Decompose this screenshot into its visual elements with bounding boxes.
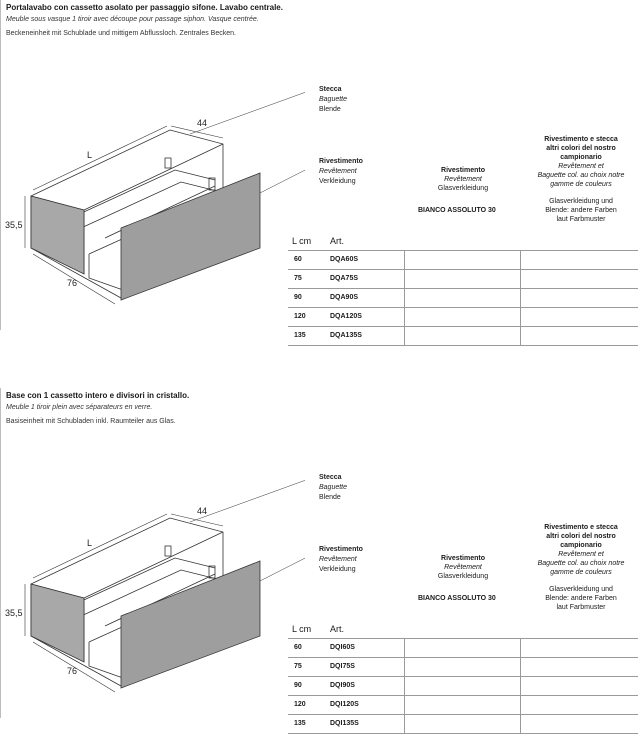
header-length: L cm (292, 624, 312, 634)
label-rivestimento: Rivestimento Revêtement Verkleidung (319, 546, 363, 573)
col-divider (520, 251, 521, 269)
table-row (288, 270, 638, 289)
price-table (288, 236, 638, 346)
dim-width: 76 (67, 278, 78, 288)
column-header-other-colors: Rivestimento e stecca altri colori del nostro campionario Revêtement et Baguette col. au choix notre gamme de couleurs Glasverkleidung und Blende: andere Farben laut Farbmuster (537, 136, 625, 223)
cell-art: DQI75S (330, 663, 355, 670)
col-divider (520, 308, 521, 326)
cell-art: DQA135S (330, 332, 362, 339)
cell-art: DQA75S (330, 275, 359, 282)
color-name: BIANCO ASSOLUTO 30 (418, 595, 496, 602)
col-divider (520, 658, 521, 676)
col-divider (404, 270, 405, 288)
cell-length: 90 (294, 682, 302, 689)
cell-length: 135 (294, 332, 306, 339)
col-divider (520, 270, 521, 288)
col-divider (404, 289, 405, 307)
label-rivestimento: Rivestimento Revêtement Verkleidung (319, 158, 363, 185)
section-subtitle-fr: Meuble 1 tiroir plein avec séparateurs en verre. (6, 404, 153, 411)
table-row (288, 658, 638, 677)
table-row (288, 638, 638, 658)
col-divider (404, 251, 405, 269)
section-title: Base con 1 cassetto intero e divisori in cristallo. (6, 391, 190, 400)
product-section-2 (0, 388, 640, 727)
dim-depth: 44 (197, 506, 208, 516)
cell-art: DQI90S (330, 682, 355, 689)
section-subtitle-fr: Meuble sous vasque 1 tiroir avec découpe pour passage siphon. Vasque centrée. (6, 16, 259, 23)
cell-length: 60 (294, 644, 302, 651)
cell-art: DQI120S (330, 701, 359, 708)
table-row (288, 250, 638, 270)
dim-height: 35,5 (5, 220, 23, 230)
cell-length: 75 (294, 663, 302, 670)
section-title: Portalavabo con cassetto asolato per passaggio sifone. Lavabo centrale. (6, 3, 283, 12)
color-name: BIANCO ASSOLUTO 30 (418, 207, 496, 214)
price-table (288, 624, 638, 734)
section-subtitle-de: Beckeneinheit mit Schublade und mittigem Abflussloch. Zentrales Becken. (6, 30, 236, 37)
dim-length: L (87, 150, 93, 160)
table-row (288, 696, 638, 715)
col-divider (520, 289, 521, 307)
col-divider (404, 677, 405, 695)
col-divider (520, 696, 521, 714)
dim-depth: 44 (197, 118, 208, 128)
table-header (288, 236, 638, 250)
label-stecca: Stecca Baguette Blende (319, 474, 348, 501)
column-header-other-colors: Rivestimento e stecca altri colori del nostro campionario Revêtement et Baguette col. au choix notre gamme de couleurs Glasverkleidung und Blende: andere Farben laut Farbmuster (537, 524, 625, 611)
label-stecca: Stecca Baguette Blende (319, 86, 348, 113)
col-divider (520, 639, 521, 657)
col-divider (520, 327, 521, 345)
col-divider (404, 696, 405, 714)
header-length: L cm (292, 236, 312, 246)
col-divider (520, 677, 521, 695)
table-row (288, 677, 638, 696)
table-row (288, 327, 638, 346)
col-divider (520, 715, 521, 733)
cell-length: 120 (294, 701, 306, 708)
col-divider (404, 308, 405, 326)
header-art: Art. (330, 236, 345, 246)
dim-height: 35,5 (5, 608, 23, 618)
cell-length: 75 (294, 275, 302, 282)
table-row (288, 308, 638, 327)
cabinet-drawing (5, 466, 305, 706)
cell-art: DQI135S (330, 720, 359, 727)
column-header-rivestimento: Rivestimento Revêtement Glasverkleidung (437, 167, 489, 192)
col-divider (404, 715, 405, 733)
table-row (288, 289, 638, 308)
table-row (288, 715, 638, 734)
cell-art: DQA90S (330, 294, 359, 301)
cabinet-drawing (5, 78, 305, 318)
header-art: Art. (330, 624, 345, 634)
cell-art: DQI60S (330, 644, 355, 651)
col-divider (404, 639, 405, 657)
cell-art: DQA120S (330, 313, 362, 320)
cell-length: 60 (294, 256, 302, 263)
cell-art: DQA60S (330, 256, 359, 263)
dim-width: 76 (67, 666, 78, 676)
col-divider (404, 327, 405, 345)
column-header-rivestimento: Rivestimento Revêtement Glasverkleidung (437, 555, 489, 580)
cell-length: 120 (294, 313, 306, 320)
dim-length: L (87, 538, 93, 548)
product-section-1 (0, 0, 640, 339)
table-header (288, 624, 638, 638)
col-divider (404, 658, 405, 676)
cell-length: 135 (294, 720, 306, 727)
cell-length: 90 (294, 294, 302, 301)
section-subtitle-de: Basiseinheit mit Schubladen inkl. Raumteiler aus Glas. (6, 418, 176, 425)
